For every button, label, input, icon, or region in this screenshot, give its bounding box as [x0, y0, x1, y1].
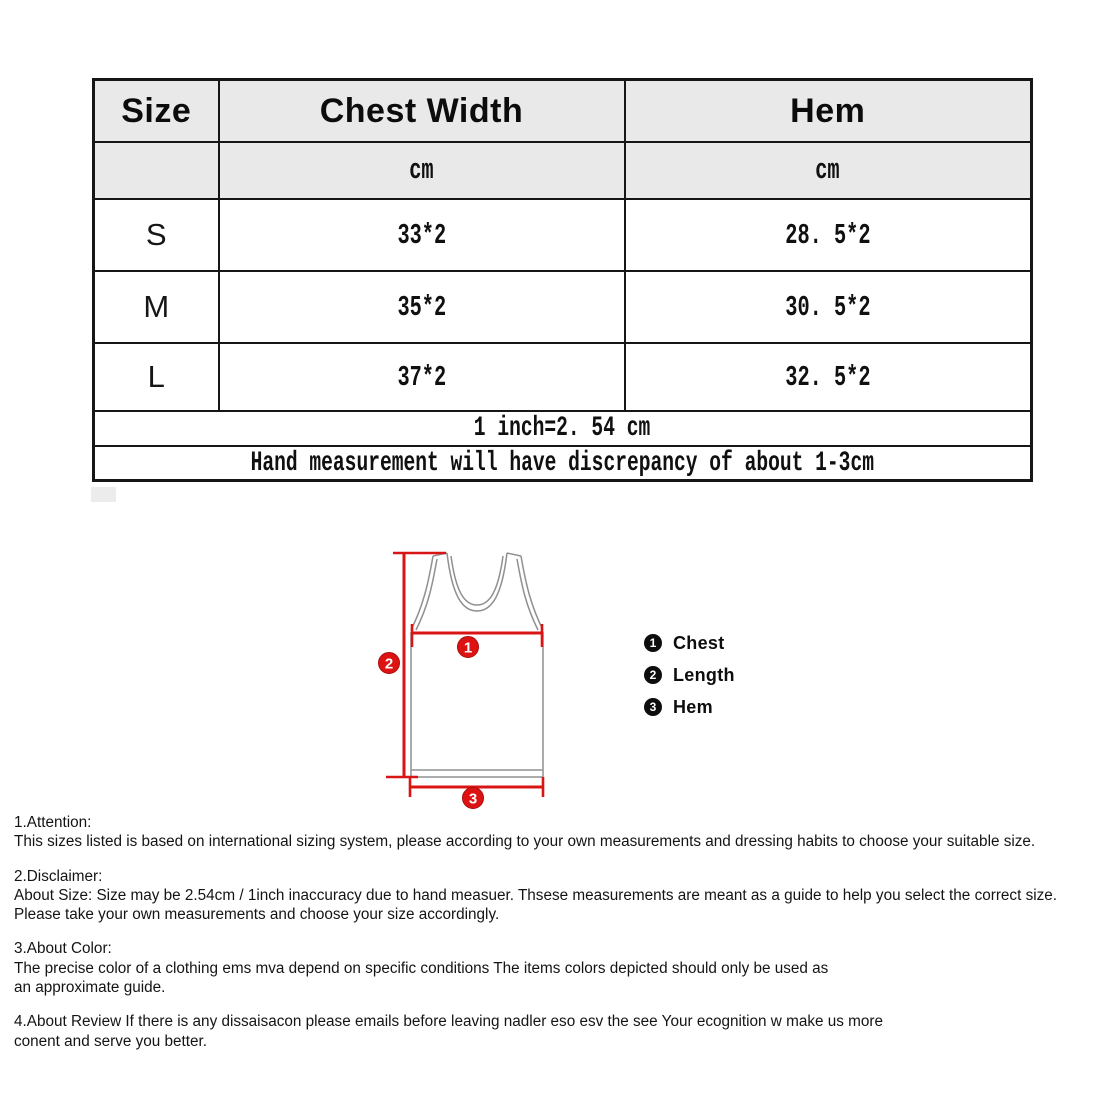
- note-line: This sizes listed is based on international sizing system, please according to your own measurements and dressing habits to choose your suitable size.: [14, 833, 1036, 851]
- tank-top-diagram: [375, 540, 575, 820]
- chest-value: 35*2: [397, 290, 446, 324]
- table-corner-artifact: [91, 486, 116, 502]
- chest-value-cell: [219, 199, 625, 271]
- column-header-chest-width: Chest Width: [219, 80, 625, 143]
- chest-value-cell: [219, 343, 625, 411]
- size-value: L: [94, 343, 219, 411]
- note-heading: 1.Attention:: [14, 814, 92, 831]
- measure-markers: [379, 637, 484, 809]
- note-heading: 3.About Color:: [14, 940, 112, 958]
- note-heading: 2.Disclaimer:: [14, 867, 103, 885]
- unit-cell-empty: [94, 142, 219, 199]
- hem-value: 32. 5*2: [785, 360, 871, 394]
- note-line: About Size: Size may be 2.54cm / 1inch inaccuracy due to hand measuer. Thsese measurements are meant as a guide to help you select the correct size.: [14, 886, 1058, 904]
- chest-marker-number: 1: [463, 639, 473, 657]
- chest-value: 37*2: [397, 360, 446, 394]
- legend-row-length: [644, 659, 735, 691]
- length-marker-number: 2: [384, 655, 394, 673]
- hem-value-cell: [625, 199, 1032, 271]
- table-unit-row: [94, 142, 1032, 199]
- column-header-size: Size: [94, 80, 219, 143]
- table-row: [94, 199, 1032, 271]
- notes: [14, 813, 1092, 1066]
- measurement-note-cell: [94, 446, 1032, 481]
- circled-one-icon: 1: [644, 634, 662, 652]
- note-attention: [14, 813, 1092, 852]
- table-row: [94, 271, 1032, 343]
- note-disclaimer: [14, 867, 1092, 925]
- note-about-color: [14, 939, 1092, 997]
- measurement-legend: [644, 627, 735, 723]
- hem-value-cell: [625, 343, 1032, 411]
- note-line: Please take your own measurements and choose your size accordingly.: [14, 906, 500, 924]
- size-value: S: [94, 199, 219, 271]
- measure-lines: [386, 553, 544, 797]
- note-line: an approximate guide.: [14, 979, 166, 997]
- hem-value: 28. 5*2: [785, 218, 871, 252]
- legend-row-hem: [644, 691, 735, 723]
- legend-label-hem: Hem: [673, 696, 713, 717]
- note-line: The precise color of a clothing ems mva depend on specific conditions The items colors depicted should only be used as: [14, 959, 829, 977]
- chest-value: 33*2: [397, 218, 446, 252]
- note-line: 4.About Review If there is any dissaisacon please emails before leaving nadler eso esv the see Your ecognition w make us more: [14, 1013, 884, 1031]
- table-header-row: [94, 80, 1032, 143]
- measurement-note-row: [94, 446, 1032, 481]
- note-about-review: [14, 1012, 1092, 1051]
- unit-hem-text: cm: [815, 154, 840, 187]
- size-table: [92, 78, 1033, 482]
- chest-value-cell: [219, 271, 625, 343]
- legend-label-length: Length: [673, 664, 735, 685]
- circled-two-icon: 2: [644, 666, 662, 684]
- hem-value-cell: [625, 271, 1032, 343]
- unit-chest-text: cm: [409, 154, 434, 187]
- conversion-note: 1 inch=2. 54 cm: [474, 413, 651, 444]
- hem-value: 30. 5*2: [785, 290, 871, 324]
- unit-cell-hem: [625, 142, 1032, 199]
- measurement-note: Hand measurement will have discrepancy of about 1-3cm: [250, 447, 875, 479]
- hem-marker-number: 3: [468, 790, 478, 808]
- table-row: [94, 343, 1032, 411]
- garment-outline: [411, 553, 543, 777]
- circled-three-icon: 3: [644, 698, 662, 716]
- note-line: conent and serve you better.: [14, 1032, 208, 1050]
- column-header-hem: Hem: [625, 80, 1032, 143]
- conversion-note-row: [94, 411, 1032, 446]
- conversion-note-cell: [94, 411, 1032, 446]
- legend-label-chest: Chest: [673, 632, 725, 653]
- size-value: M: [94, 271, 219, 343]
- legend-row-chest: [644, 627, 735, 659]
- unit-cell-chest: [219, 142, 625, 199]
